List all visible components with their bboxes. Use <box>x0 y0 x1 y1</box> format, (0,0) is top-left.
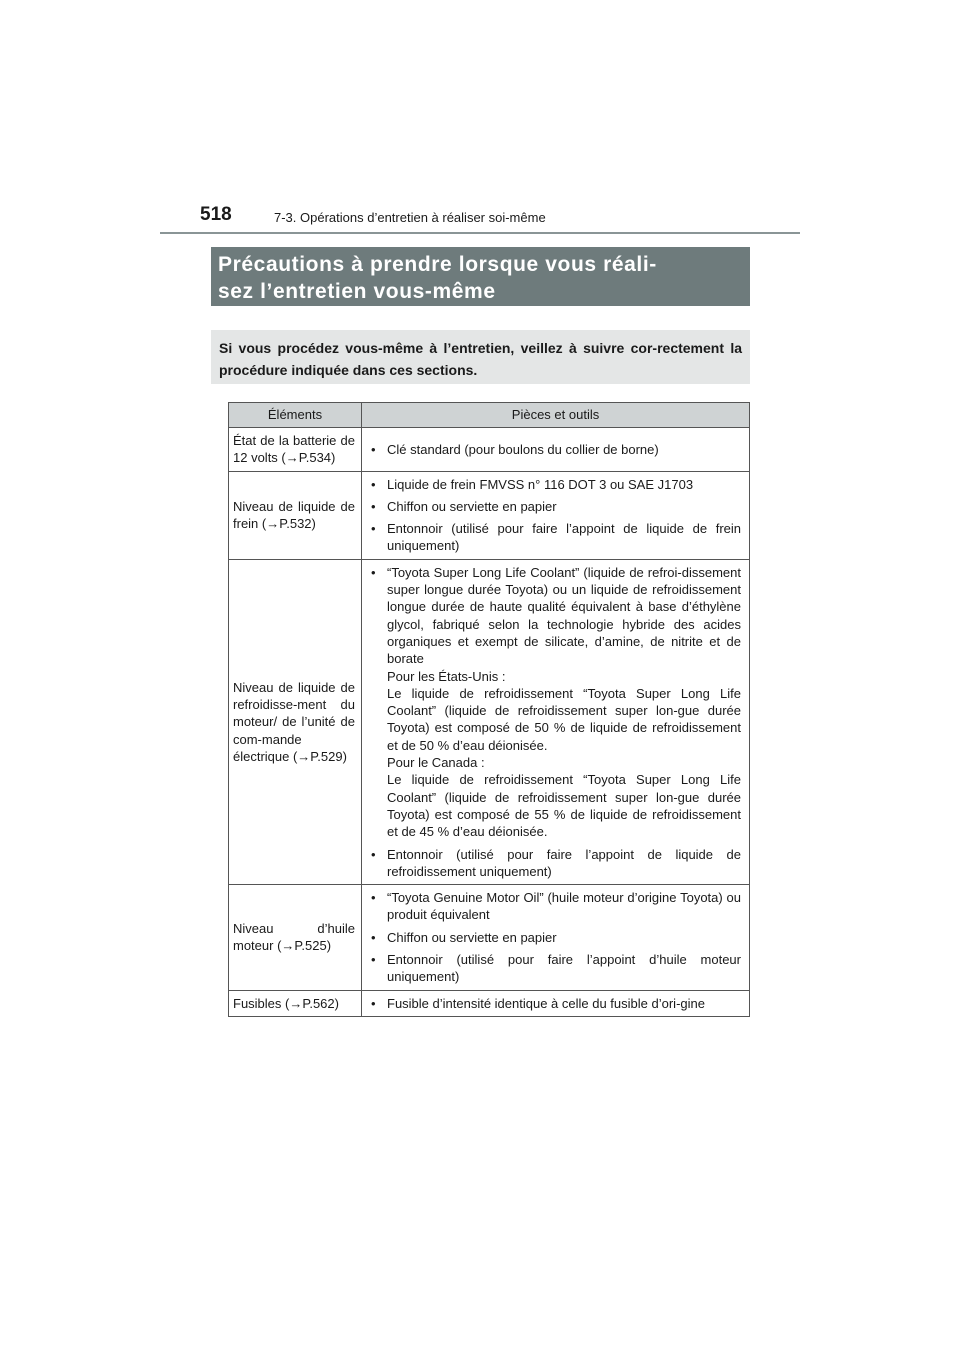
us-text: Le liquide de refroidissement “Toyota Super Long Life Coolant” (liquide de refroidissement super lon-gue durée Toyota) est composé de 50 % de liquide de refroidissement et de 50 % d’eau déionisée. <box>387 685 741 753</box>
list-item: • “Toyota Genuine Motor Oil” (huile moteur d’origine Toyota) ou produit équivalent <box>370 889 741 924</box>
canada-text: Le liquide de refroidissement “Toyota Super Long Life Coolant” (liquide de refroidissement super lon-gue durée Toyota) est composé de 55 % de liquide de refroidissement et de 45 % d’eau déionisée. <box>387 772 741 840</box>
parts-coolant <box>362 559 750 884</box>
parts-brake-fluid <box>362 471 750 559</box>
item-brake-fluid: Niveau de liquide de frein (→P.532) <box>229 471 362 559</box>
page-number: 518 <box>200 204 232 225</box>
maintenance-parts-table <box>228 402 750 1017</box>
table-row <box>229 559 750 884</box>
page-title-line-1: Précautions à prendre lorsque vous réali- <box>218 253 657 276</box>
parts-engine-oil <box>362 885 750 990</box>
item-engine-oil: Niveau d’huile moteur (→P.525) <box>229 885 362 990</box>
parts-fuses <box>362 990 750 1016</box>
list-item: • Entonnoir (utilisé pour faire l’appoint de liquide de frein uniquement) <box>370 520 741 555</box>
item-fuses: Fusibles (→P.562) <box>229 990 362 1016</box>
list-item: • Liquide de frein FMVSS n° 116 DOT 3 ou SAE J1703 <box>370 476 741 493</box>
page-header <box>160 198 800 234</box>
page-title <box>211 247 750 306</box>
column-header-parts: Pièces et outils <box>362 403 750 428</box>
table-row <box>229 428 750 472</box>
table-row <box>229 471 750 559</box>
list-item <box>370 564 741 841</box>
list-item: • Clé standard (pour boulons du collier de borne) <box>370 441 741 458</box>
coolant-spec: “Toyota Super Long Life Coolant” (liquide de refroi-dissement super longue durée Toyota) ou un liquide de refroidissement longue durée de haute qualité équivalent à base d’éthylène glycol, fabriqué selon la technologie hybride des acides organiques et exempt de silicate, d’amine, de nitrite et de borate <box>387 564 741 667</box>
intro-note: Si vous procédez vous-même à l’entretien, veillez à suivre cor-rectement la procédure indiquée dans ces sections. <box>211 330 750 384</box>
list-item: • Chiffon ou serviette en papier <box>370 929 741 946</box>
table-row <box>229 990 750 1016</box>
page-title-line-2: sez l’entretien vous-même <box>218 280 496 303</box>
section-title: 7-3. Opérations d’entretien à réaliser soi-même <box>274 210 546 225</box>
list-item: • Entonnoir (utilisé pour faire l’appoint de liquide de refroidissement uniquement) <box>370 846 741 881</box>
item-battery: État de la batterie de 12 volts (→P.534) <box>229 428 362 472</box>
item-coolant: Niveau de liquide de refroidisse-ment du moteur/ de l’unité de com-mande électrique (→P.529) <box>229 559 362 884</box>
column-header-items: Éléments <box>229 403 362 428</box>
table-row <box>229 885 750 990</box>
table-header-row <box>229 403 750 428</box>
canada-label: Pour le Canada : <box>387 755 485 771</box>
us-label: Pour les États-Unis : <box>387 668 506 684</box>
list-item: • Fusible d’intensité identique à celle du fusible d’ori-gine <box>370 995 741 1012</box>
parts-battery <box>362 428 750 472</box>
list-item: • Entonnoir (utilisé pour faire l’appoint d’huile moteur uniquement) <box>370 951 741 986</box>
list-item: • Chiffon ou serviette en papier <box>370 498 741 515</box>
header-rule <box>160 232 800 234</box>
